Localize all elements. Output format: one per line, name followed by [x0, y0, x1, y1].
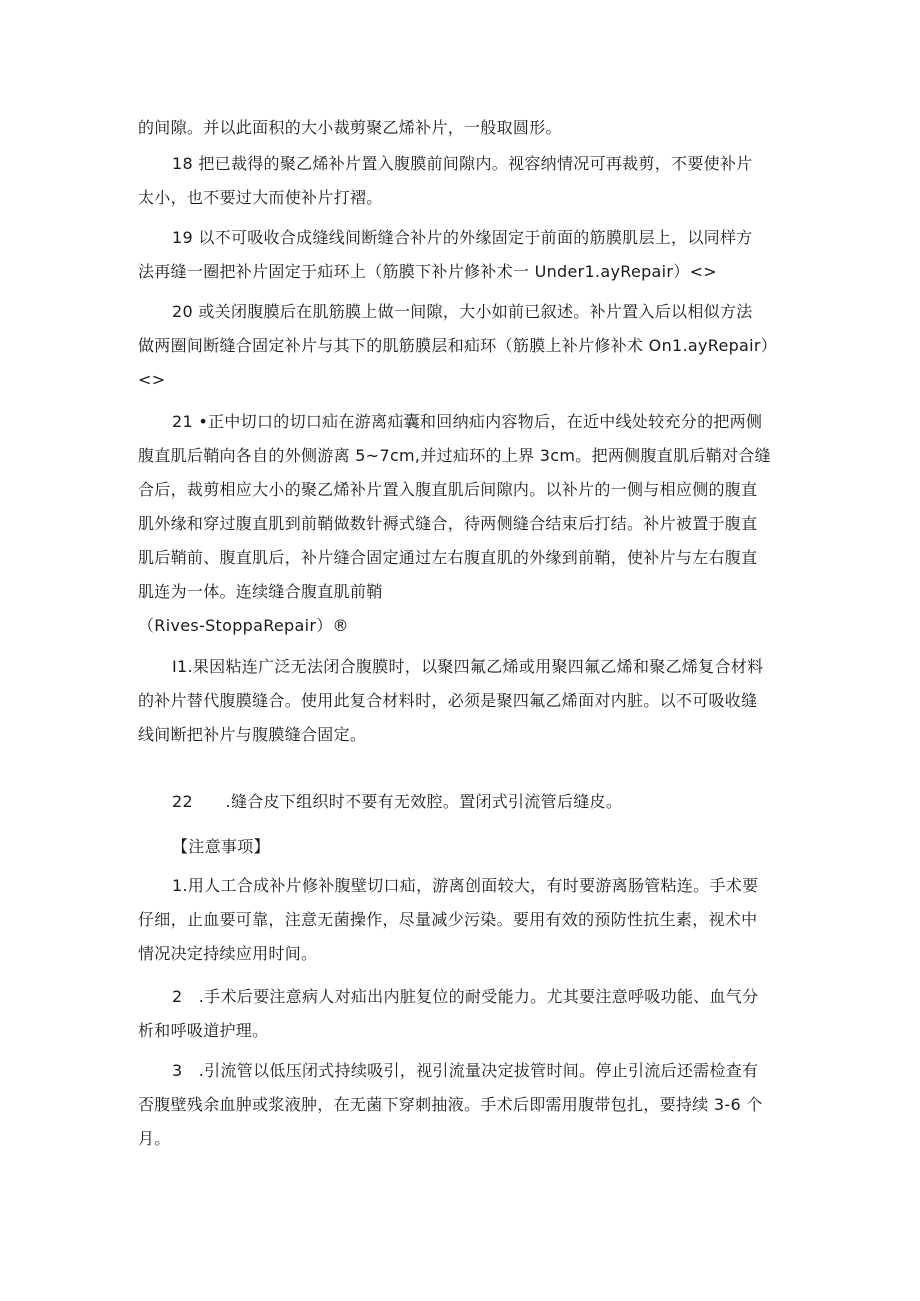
text-line: 的间隙。并以此面积的大小裁剪聚乙烯补片，一般取圆形。: [138, 118, 562, 137]
text-line: 19 以不可吸收合成缝线间断缝合补片的外缘固定于前面的筋膜肌层上，以同样方: [172, 228, 753, 247]
text-line: 线间断把补片与腹膜缝合固定。: [138, 725, 367, 744]
text-line: 20 或关闭腹膜后在肌筋膜上做一间隙，大小如前已叙述。补片置入后以相似方法: [172, 302, 753, 321]
text-line: 合后，裁剪相应大小的聚乙烯补片置入腹直肌后间隙内。以补片的一侧与相应侧的腹直: [138, 480, 758, 499]
text-line: 2 .手术后要注意病人对疝出内脏复位的耐受能力。尤其要注意呼吸功能、血气分: [172, 987, 759, 1006]
text-line: 1.用人工合成补片修补腹壁切口疝，游离创面较大，有时要游离肠管粘连。手术要: [172, 876, 759, 895]
paragraph-note-3: [138, 1054, 788, 1156]
text-line: 3 .引流管以低压闭式持续吸引，视引流量决定拔管时间。停止引流后还需检查有: [172, 1061, 759, 1080]
paragraph-note-1: [138, 869, 788, 971]
text-line: 太小，也不要过大而使补片打褶。: [138, 188, 383, 207]
text-line: 肌后鞘前、腹直肌后，补片缝合固定通过左右腹直肌的外缘到前鞘，使补片与左右腹直: [138, 548, 758, 567]
text-line: 18 把已裁得的聚乙烯补片置入腹膜前间隙内。视容纳情况可再裁剪，不要使补片: [172, 154, 753, 173]
text-line: （Rives-StoppaRepair）®: [138, 616, 349, 635]
paragraph-step-18: [138, 147, 788, 215]
text-line: 析和呼吸道护理。: [138, 1021, 269, 1040]
text-line: 月。: [138, 1129, 171, 1148]
text-line: I1.果因粘连广泛无法闭合腹膜时，以聚四氟乙烯或用聚四氟乙烯和聚乙烯复合材料: [172, 657, 764, 676]
text-line: <>: [138, 370, 166, 389]
paragraph-note-2: [138, 980, 788, 1048]
paragraph-step-i1: [138, 650, 788, 752]
text-line: 仔细，止血要可靠，注意无菌操作，尽量减少污染。要用有效的预防性抗生素，视术中: [138, 910, 758, 929]
text-line: 肌外缘和穿过腹直肌到前鞘做数针褥式缝合，待两侧缝合结束后打结。补片被置于腹直: [138, 514, 758, 533]
text-line: 法再缝一圈把补片固定于疝环上（筋膜下补片修补术一 Under1.ayRepair）<>: [138, 262, 717, 281]
text-line: 22 .缝合皮下组织时不要有无效腔。置闭式引流管后缝皮。: [172, 792, 623, 811]
paragraph-step-19: [138, 221, 788, 289]
text-line: 做两圈间断缝合固定补片与其下的肌筋膜层和疝环（筋膜上补片修补术 On1.ayRepair）: [138, 336, 778, 355]
text-line: 肌连为一体。连续缝合腹直肌前鞘: [138, 582, 383, 601]
text-line: 腹直肌后鞘向各自的外侧游离 5~7cm,并过疝环的上界 3cm。把两侧腹直肌后鞘对合缝: [138, 446, 771, 465]
text-line: 的补片替代腹膜缝合。使用此复合材料时，必须是聚四氟乙烯面对内脏。以不可吸收缝: [138, 691, 758, 710]
paragraph-step-21: [138, 405, 788, 643]
paragraph-step-20: [138, 295, 788, 397]
text-line: 否腹壁残余血肿或浆液肿，在无菌下穿刺抽液。手术后即需用腹带包扎，要持续 3-6 个: [138, 1095, 763, 1114]
heading-text: 【注意事项】: [172, 837, 270, 856]
section-heading-notes: [138, 830, 788, 864]
text-line: 21 •正中切口的切口疝在游离疝囊和回纳疝内容物后，在近中线处较充分的把两侧: [172, 412, 763, 431]
text-line: 情况决定持续应用时间。: [138, 944, 318, 963]
paragraph-continuation: [138, 111, 788, 145]
paragraph-step-22: [138, 785, 788, 819]
